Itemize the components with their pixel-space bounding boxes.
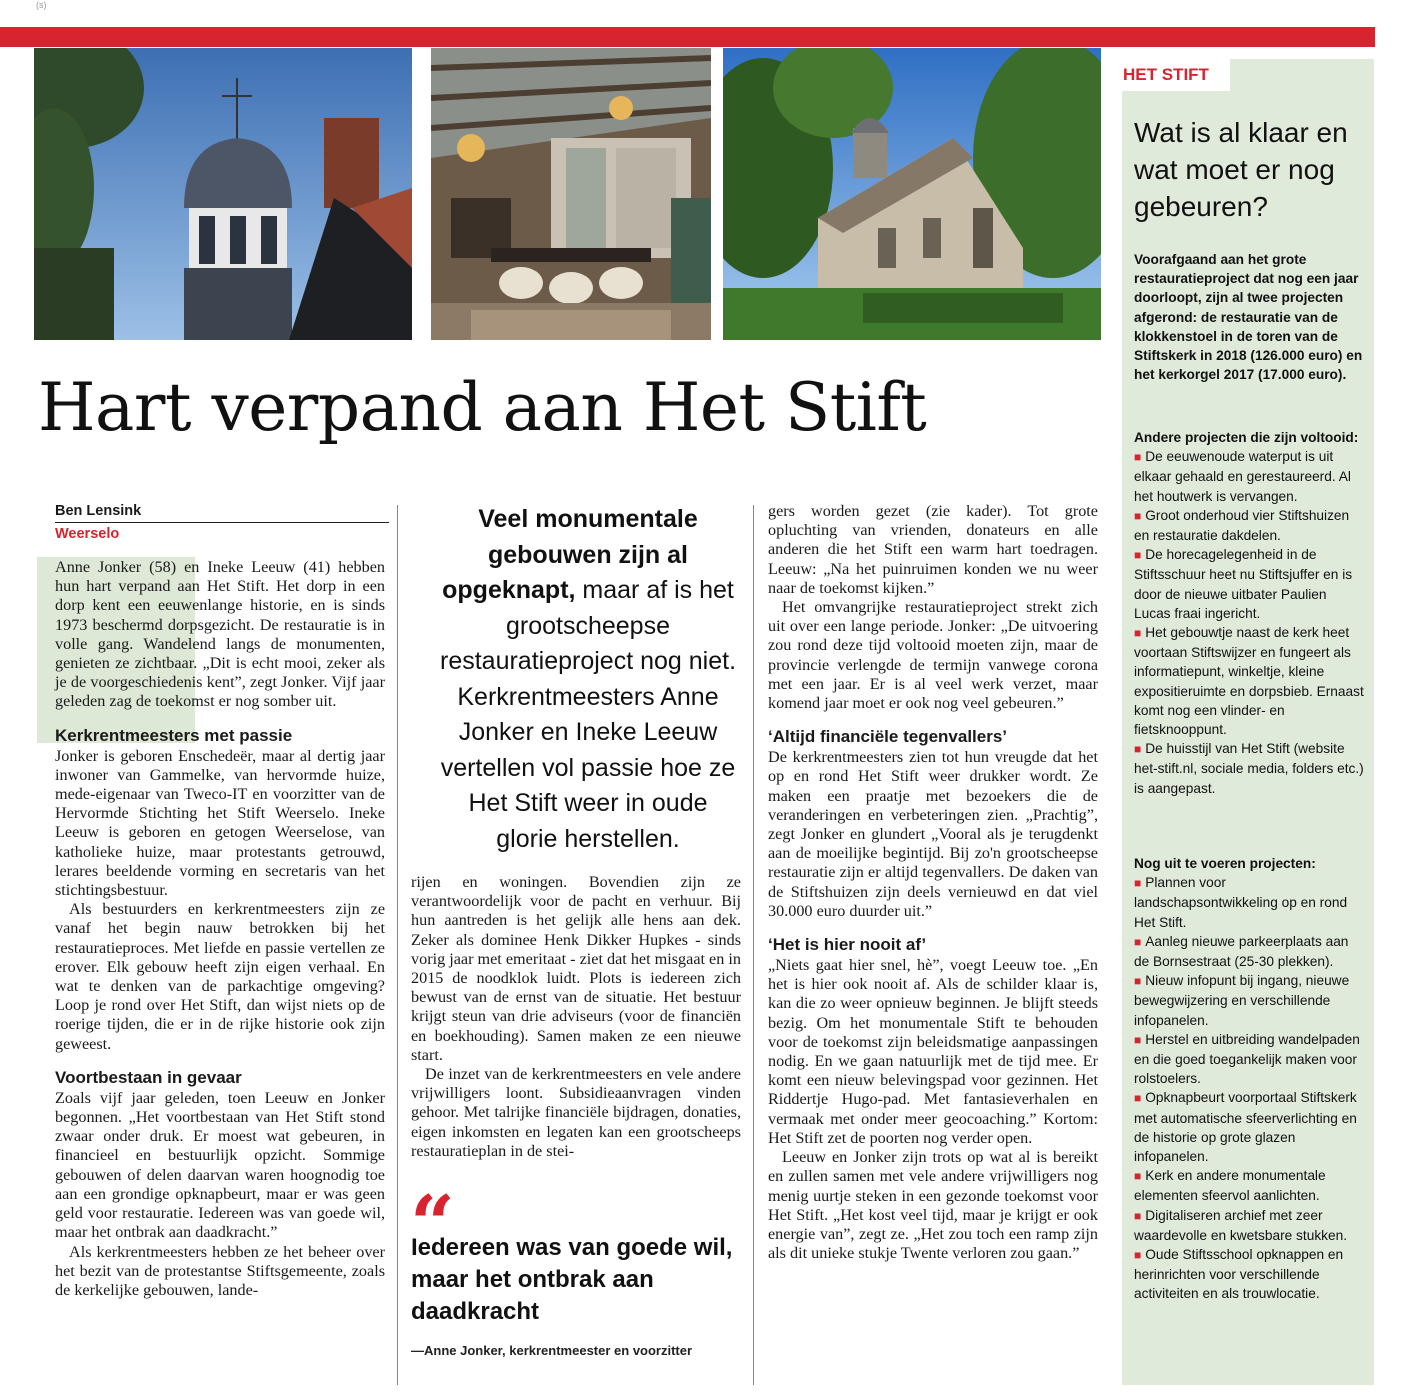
- dateline-place: Weerselo: [55, 526, 120, 542]
- list-item-text: Oude Stiftsschool opknappen en herinrichten voor verschillende activiteiten en als trouwlocatie.: [1134, 1247, 1344, 1302]
- list-item-text: Digitaliseren archief met zeer waardevolle en kwetsbare stukken.: [1134, 1207, 1348, 1243]
- section-color-bar: [0, 27, 1375, 47]
- intro-bold: Veel monumentale gebouwen zijn al opgeknapt,: [442, 505, 698, 604]
- info-box-lead: Voorafgaand aan het grote restauratieproject dat nog een jaar doorloopt, zijn al twee projecten afgerond: de restauratie van de klokkenstoel in de toren van de Stiftskerk in 2018 (126.000 euro) en het kerkorgel 2017 (17.000 euro).: [1134, 252, 1363, 383]
- paragraph: „Niets gaat hier snel, hè”, voegt Leeuw toe. „En het is hier ook nooit af. Als de schilder klaar is, kan die zo weer opnieuw beginnen. Je blijft steeds bezig. Om het monumentale Stift te behouden voor de toekomst zijn beleidsmatige aanpassingen nodig. En we gaan natuurlijk met de tijd mee. Er komt een nieuw belevingspad voor gezinnen. Het Riddertje Hugo-pad. Met fantasieverhalen en vermaak met onder meer geocoaching.” Kortom: Het Stift zet de poorten nog verder open.: [768, 956, 1098, 1147]
- list-item-text: Aanleg nieuwe parkeerplaats aan de Bornsestraat (25-30 plekken).: [1134, 933, 1349, 970]
- paragraph: Het omvangrijke restauratieproject strekt zich uit over een lange periode. Jonker: „De uitvoering zou rond deze tijd voltooid moeten zijn, maar de provincie verlengde de termijn vanwege corona met een jaar. Er is al veel werk verzet, maar komend jaar moet er ook nog veel gebeuren.”: [768, 598, 1098, 713]
- bullet-icon: ■: [1134, 934, 1142, 949]
- pull-quote: Iedereen was van goede wil, maar het ontbrak aan daadkracht: [411, 1234, 733, 1325]
- bullet-icon: ■: [1134, 1248, 1142, 1263]
- bullet-icon: ■: [1134, 1208, 1142, 1223]
- paragraph: De kerkrentmeesters zien tot hun vreugde dat het op en rond Het Stift weer drukker wordt. Ze maken een praatje met bezoekers die de veranderingen en verbeteringen zien. „Prachtig”, zegt Jonker en glundert „Vooral als je terugdenkt aan de moeilijke begintijd. Bij zo'n grootscheepse restauratie zijn er altijd tegenvallers. De daken van de Stiftshuizen zijn deels vernieuwd en dat viel 30.000 euro duurder uit.”: [768, 748, 1098, 920]
- paragraph: Zoals vijf jaar geleden, toen Leeuw en Jonker begonnen. „Het voortbestaan van Het Stift stond zwaar onder druk. Er moest wat gebeuren, in financieel en bestuurlijk opzicht. Sommige gebouwen of delen daarvan waren hoognodig toe aan een grondige opknapbeurt, maar er was geen geld voor restauratie. Iedereen was van goede wil, maar het ontbrak aan daadkracht.”: [55, 1088, 385, 1242]
- column-divider: [753, 505, 754, 1385]
- bullet-icon: ■: [1134, 1169, 1142, 1184]
- photo-stift-church: [723, 48, 1101, 340]
- list-item-text: Herstel en uitbreiding wandelpaden en die goed toegankelijk maken voor rolstoelers.: [1134, 1031, 1360, 1087]
- article-column-3: [768, 502, 1098, 1263]
- list-item: [1134, 971, 1366, 1030]
- info-box-label: HET STIFT: [1122, 59, 1230, 91]
- subheading: ‘Het is hier nooit af’: [768, 935, 927, 955]
- intro-text: maar af is het grootscheepse restauratieproject nog niet. Kerkrentmeesters Anne Jonker en Ineke Leeuw vertellen vol passie hoe ze Het Stift weer in oude glorie herstellen.: [440, 576, 737, 853]
- article-column-1: [55, 558, 385, 1300]
- quote-mark-icon: “: [410, 1179, 455, 1270]
- column-divider: [397, 505, 398, 1385]
- bullet-icon: ■: [1134, 626, 1142, 641]
- paragraph: Anne Jonker (58) en Ineke Leeuw (41) hebben hun hart verpand aan Het Stift. Het dorp in een dorp kent een eeuwenlange historie, en is sinds 1973 beschermd dorpsgezicht. De restauratie is in volle gang. Wandelend langs de monumenten, genieten ze zichtbaar. „Dit is echt mooi, zeker als je de voorgeschiedenis kent”, zegt Jonker. Vijf jaar geleden zag de toekomst er nog somber uit.: [55, 558, 385, 711]
- byline-rule: [55, 522, 389, 523]
- paragraph: Leeuw en Jonker zijn trots op wat al is bereikt en zullen samen met vele andere vrijwilligers nog menig uurtje steken in een gezonde toekomst voor Het Stift. „Het kost veel tijd, maar je krijgt er ook energie van”, zegt ze. „Het zou toch een ramp zijn als dit unieke stukje Twente verloren zou gaan.”: [768, 1148, 1098, 1263]
- completed-projects: [1134, 428, 1366, 798]
- list-item-text: Opknapbeurt voorportaal Stiftskerk met automatische sfeerverlichting en de historie op grote glazen infopanelen.: [1134, 1090, 1357, 1165]
- list-item: [1134, 873, 1366, 932]
- paragraph: rijen en woningen. Bovendien zijn ze verantwoordelijk voor de pacht en verhuur. Bij hun aantreden is het gelijk alle hens aan dek. Zeker als dominee Henk Dikker Hupkes - sinds vorig jaar met emeritaat - ziet dat het misgaat en in 2015 de noodklok luidt. Plots is iedereen zich bewust van de ernst van de situatie. Het bestuur krijgt steun van drie adviseurs (voor de financiën en boekhouding). Samen maken ze een nieuwe start.: [411, 873, 741, 1064]
- list-item-text: Groot onderhoud vier Stiftshuizen en restauratie dakdelen.: [1134, 507, 1350, 544]
- list-heading: Nog uit te voeren projecten:: [1134, 856, 1316, 871]
- list-item-text: Kerk en andere monumentale elementen sfeervol aanlichten.: [1134, 1168, 1326, 1204]
- paragraph: Als bestuurders en kerkrentmeesters zijn ze vanaf het begin nauw betrokken bij het restauratieproces. Met liefde en passie vertellen ze erover. Elk gebouw heeft zijn eigen verhaal. En wat te denken van de parkachtige omgeving? Loop je rond over Het Stift, dan wijst niets op de roerige tijden, die er in de rijke historie ook zijn geweest.: [55, 900, 385, 1053]
- bullet-icon: ■: [1134, 1091, 1142, 1106]
- pull-quote-attribution: —Anne Jonker, kerkrentmeester en voorzitter: [411, 1343, 693, 1358]
- bullet-icon: ■: [1134, 1032, 1142, 1047]
- list-item: [1134, 1245, 1366, 1304]
- list-item: [1134, 447, 1366, 506]
- list-item-text: Plannen voor landschapsontwikkeling op en rond Het Stift.: [1134, 875, 1348, 930]
- subheading: Kerkrentmeesters met passie: [55, 725, 293, 745]
- list-item: [1134, 1206, 1366, 1245]
- article-intro: [440, 502, 736, 857]
- bullet-icon: ■: [1134, 450, 1142, 465]
- list-item: [1134, 739, 1366, 798]
- pending-projects: [1134, 854, 1366, 1304]
- list-item-text: Het gebouwtje naast de kerk heet voortaan Stiftswijzer en fungeert als informatiepunt, winkeltje, kleine expositieruimte en dorpsbieb. Ernaast komt nog een vlinder- en fietsknooppunt.: [1134, 625, 1364, 738]
- list-heading: Andere projecten die zijn voltooid:: [1134, 430, 1359, 445]
- completed-list: [1134, 447, 1366, 798]
- paragraph: De inzet van de kerkrentmeesters en vele andere vrijwilligers loont. Subsidieaanvragen vinden gehoor. Met talrijke financiële bijdragen, donaties, eigen inkomsten en legaten kan een grootscheeps restauratieplan in de stei-: [411, 1065, 741, 1160]
- list-item: [1134, 506, 1366, 545]
- list-item: [1134, 545, 1366, 623]
- bullet-icon: ■: [1134, 508, 1142, 523]
- subheading: Voortbestaan in gevaar: [55, 1067, 242, 1087]
- list-item-text: De eeuwenoude waterput is uit elkaar gehaald en gerestaureerd. Al het houtwerk is vervangen.: [1134, 449, 1351, 504]
- list-item: [1134, 623, 1366, 739]
- list-item: [1134, 1088, 1366, 1166]
- info-box-title: Wat is al klaar en wat moet er nog gebeuren?: [1134, 117, 1348, 222]
- author-name: Ben Lensink: [55, 503, 142, 519]
- paragraph: gers worden gezet (zie kader). Tot grote opluchting van vrienden, donateurs en alle anderen die het Stift een warm hart toedragen. Leeuw: „Na het puinruimen konden we nu weer naar de toekomst kijken.”: [768, 502, 1098, 597]
- bullet-icon: ■: [1134, 548, 1142, 563]
- page-corner-mark: (s): [36, 0, 47, 10]
- bullet-icon: ■: [1134, 876, 1142, 891]
- list-item: [1134, 1030, 1366, 1089]
- bullet-icon: ■: [1134, 974, 1142, 989]
- article-headline: Hart verpand aan Het Stift: [38, 369, 927, 446]
- paragraph: Als kerkrentmeesters hebben ze het beheer over het bezit van de protestantse Stiftsgemeente, zoals de kerkelijke gebouwen, lande-: [55, 1242, 385, 1299]
- bullet-icon: ■: [1134, 742, 1142, 757]
- list-item-text: Nieuw infopunt bij ingang, nieuwe bewegwijzering en verschillende infopanelen.: [1134, 973, 1350, 1028]
- list-item: [1134, 932, 1366, 971]
- photo-bell-tower: [34, 48, 412, 340]
- subheading: ‘Altijd financiële tegenvallers’: [768, 727, 1008, 747]
- list-item: [1134, 1166, 1366, 1205]
- pending-list: [1134, 873, 1366, 1303]
- list-item-text: De horecagelegenheid in de Stiftsschuur heet nu Stiftsjuffer en is door de nieuwe uitbater Paulien Lucas fraai ingericht.: [1134, 547, 1353, 621]
- paragraph: Jonker is geboren Enschedeër, maar al dertig jaar inwoner van Gammelke, van hervormde huize, mede-eigenaar van Tweco-IT en voorzitter van de Hervormde Stichting het Stift Weerselo. Ineke Leeuw is geboren en getogen Weerselose, van katholieke huize, maar protestants getrouwd, lerares beeldende vorming en secretaris van het stichtingsbestuur.: [55, 746, 385, 900]
- photo-restaurant-interior: [431, 48, 711, 340]
- list-item-text: De huisstijl van Het Stift (website het-stift.nl, sociale media, folders etc.) is aangepast.: [1134, 741, 1364, 796]
- article-column-2: [411, 873, 741, 1161]
